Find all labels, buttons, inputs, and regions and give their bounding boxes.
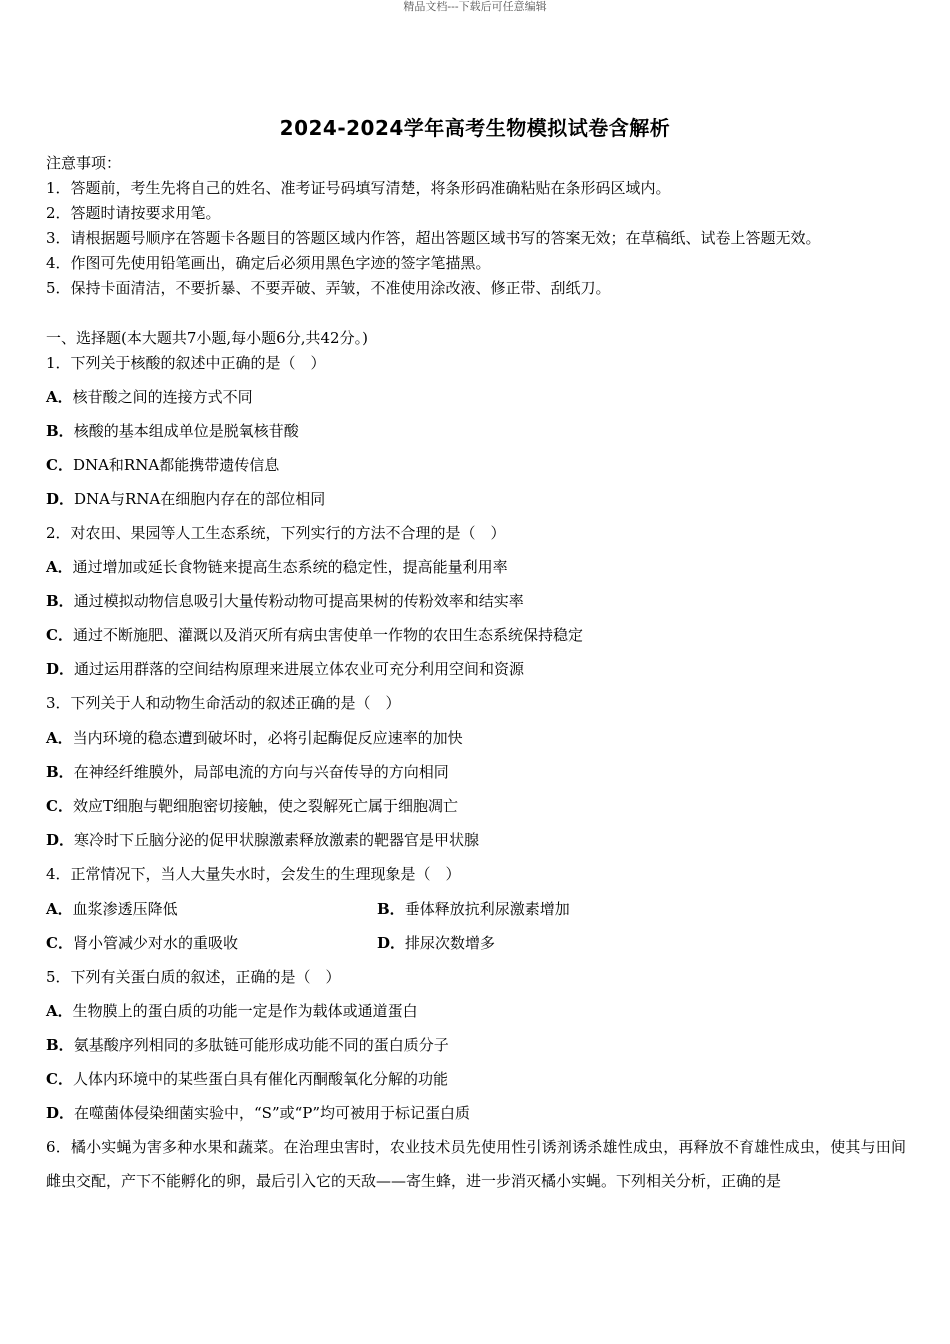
option-d: D．DNA与RNA在细胞内存在的部位相同: [46, 490, 326, 508]
notice-item: 3．请根据题号顺序在答题卡各题目的答题区域内作答，超出答题区域书写的答案无效；在草稿纸、试卷上答题无效。: [46, 229, 821, 247]
section-heading: 一、选择题(本大题共7小题,每小题6分,共42分。): [46, 329, 368, 347]
question-stem: 5．下列有关蛋白质的叙述，正确的是（ ）: [46, 968, 341, 986]
notice-item: 2．答题时请按要求用笔。: [46, 204, 221, 222]
notice-item: 5．保持卡面清洁，不要折暴、不要弄破、弄皱，不准使用涂改液、修正带、刮纸刀。: [46, 279, 611, 297]
document-watermark-note: 精品文档---下载后可任意编辑: [403, 0, 547, 13]
question-stem: 4．正常情况下，当人大量失水时，会发生的生理现象是（ ）: [46, 865, 461, 883]
question-stem: 6．橘小实蝇为害多种水果和蔬菜。在治理虫害时，农业技术员先使用性引诱剂诱杀雄性成虫，再释放不育雄性成虫，使其与田间雌虫交配，产下不能孵化的卵，最后引入它的天敌——寄生蜂，进一步消灭橘小实蝇。下列相关分析，正确的是: [46, 1138, 906, 1190]
question-stem: 1．下列关于核酸的叙述中正确的是（ ）: [46, 354, 326, 372]
option-b: B．垂体释放抗利尿激素增加: [377, 900, 570, 918]
option-c: C．DNA和RNA都能携带遗传信息: [46, 456, 280, 474]
question-stem: 3．下列关于人和动物生命活动的叙述正确的是（ ）: [46, 694, 401, 712]
option-b: B．氨基酸序列相同的多肽链可能形成功能不同的蛋白质分子: [46, 1036, 449, 1054]
option-d: D．在噬菌体侵染细菌实验中，“S”或“P”均可被用于标记蛋白质: [46, 1104, 471, 1122]
option-c: C．通过不断施肥、灌溉以及消灭所有病虫害使单一作物的农田生态系统保持稳定: [46, 626, 583, 644]
option-a: A．生物膜上的蛋白质的功能一定是作为载体或通道蛋白: [46, 1002, 418, 1020]
page-title: 2024-2024学年高考生物模拟试卷含解析: [279, 116, 671, 140]
option-b: B．通过模拟动物信息吸引大量传粉动物可提高果树的传粉效率和结实率: [46, 592, 524, 610]
option-d: D．排尿次数增多: [377, 934, 496, 952]
option-d: D．通过运用群落的空间结构原理来进展立体农业可充分利用空间和资源: [46, 660, 525, 678]
option-b: B．在神经纤维膜外，局部电流的方向与兴奋传导的方向相同: [46, 763, 449, 781]
option-a: A．核苷酸之间的连接方式不同: [46, 388, 253, 406]
option-c: C．肾小管减少对水的重吸收: [46, 934, 238, 952]
question-stem: 2．对农田、果园等人工生态系统，下列实行的方法不合理的是（ ）: [46, 524, 506, 542]
notice-item: 1．答题前，考生先将自己的姓名、准考证号码填写清楚，将条形码准确粘贴在条形码区域内。: [46, 179, 671, 197]
option-b: B．核酸的基本组成单位是脱氧核苷酸: [46, 422, 299, 440]
option-c: C．人体内环境中的某些蛋白具有催化丙酮酸氧化分解的功能: [46, 1070, 448, 1088]
option-d: D．寒冷时下丘脑分泌的促甲状腺激素释放激素的靶器官是甲状腺: [46, 831, 480, 849]
option-c: C．效应T细胞与靶细胞密切接触，使之裂解死亡属于细胞凋亡: [46, 797, 458, 815]
option-a: A．血浆渗透压降低: [46, 900, 178, 918]
notice-item: 4．作图可先使用铅笔画出，确定后必须用黑色字迹的签字笔描黑。: [46, 254, 491, 272]
option-a: A．通过增加或延长食物链来提高生态系统的稳定性，提高能量利用率: [46, 558, 508, 576]
option-a: A．当内环境的稳态遭到破坏时，必将引起酶促反应速率的加快: [46, 729, 463, 747]
notice-heading: 注意事项：: [46, 154, 122, 172]
